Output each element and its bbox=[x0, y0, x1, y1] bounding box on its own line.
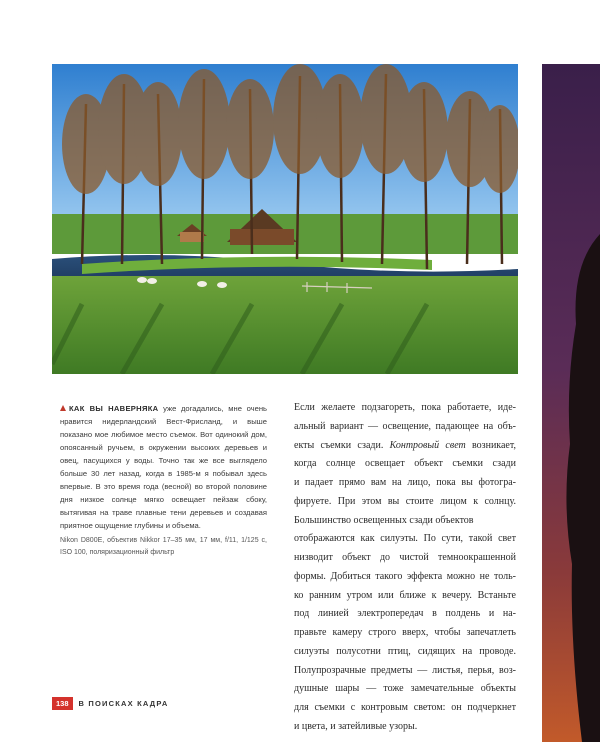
body-text bbox=[294, 399, 516, 737]
body-line-part: екты съемки сзади. bbox=[294, 439, 384, 451]
body-line: под линией электропередач в полдень и на- bbox=[294, 608, 516, 620]
photo-caption bbox=[60, 402, 267, 559]
body-line: когда солнце освещает объект съемки сзади bbox=[294, 458, 516, 470]
body-line-part: возникает, bbox=[471, 439, 516, 451]
triangle-up-icon bbox=[60, 405, 66, 411]
body-line: альный вариант — освещение, падающее на объ- bbox=[294, 420, 516, 432]
section-title: В ПОИСКАХ КАДРА bbox=[78, 699, 169, 708]
body-line: и падает прямо вам на лицо, пока вы фотогра- bbox=[294, 477, 516, 488]
body-line: правьте камеру строго вверх, чтобы запечатлеть bbox=[294, 627, 516, 638]
italic-term: Контровый свет bbox=[389, 439, 466, 451]
side-photo bbox=[542, 64, 600, 742]
page-number: 138 bbox=[52, 697, 73, 710]
body-line: и цвета, и затейливые узоры. bbox=[294, 720, 418, 732]
body-line: силуэты полусотни птиц, сидящих на проводе. bbox=[294, 645, 516, 657]
caption-tech: Nikon D800E, объектив Nikkor 17–35 мм, 17 мм, f/11, 1/125 с, ISO 100, поляризационный фильтр bbox=[60, 537, 267, 556]
body-line: низводит объект до чистой темноокрашенной bbox=[294, 552, 516, 563]
landscape-photo bbox=[52, 64, 518, 374]
body-line: формы. Добиться такого эффекта можно не толь- bbox=[294, 570, 516, 582]
caption-text bbox=[60, 402, 267, 532]
body-line: отображаются как силуэты. По сути, такой свет bbox=[294, 533, 516, 545]
body-line: фируете. При этом вы стоите лицом к солнцу. bbox=[294, 495, 516, 507]
body-line: Если желаете подзагореть, пока работаете, иде- bbox=[294, 402, 516, 413]
body-line: Большинство освещенных сзади объектов bbox=[294, 514, 474, 526]
page-footer bbox=[52, 697, 169, 710]
body-line bbox=[294, 437, 516, 456]
body-line: ко ранним утром или ближе к вечеру. Встаньте bbox=[294, 589, 516, 601]
body-line: Полупрозрачные предметы — листья, перья, воз- bbox=[294, 664, 516, 676]
caption-lead: КАК ВЫ НАВЕРНЯКА bbox=[69, 404, 159, 413]
caption-body: уже догадались, мне очень нравится нидерландский Вест-Фрисланд, и выше показано мое любимое место съемок. Вот одинокий дом, опоясанный ручьем, в окружении высоких деревьев и овец, пасущихся у воды. Точно так же все выглядело больше 30 лет назад, когда в 1985-м я побывал здесь впервые. В это время года (весной) во второй половине дня низкое солнце мягко освещает пейзаж сбоку, вытягивая на траве плавные тени деревьев и создавая приятное ощущение глубины и объема. bbox=[60, 404, 267, 530]
body-line: для съемки с контровым светом: он подчеркнет bbox=[294, 702, 516, 713]
body-line: душные шары — тоже замечательные объекты bbox=[294, 683, 516, 695]
